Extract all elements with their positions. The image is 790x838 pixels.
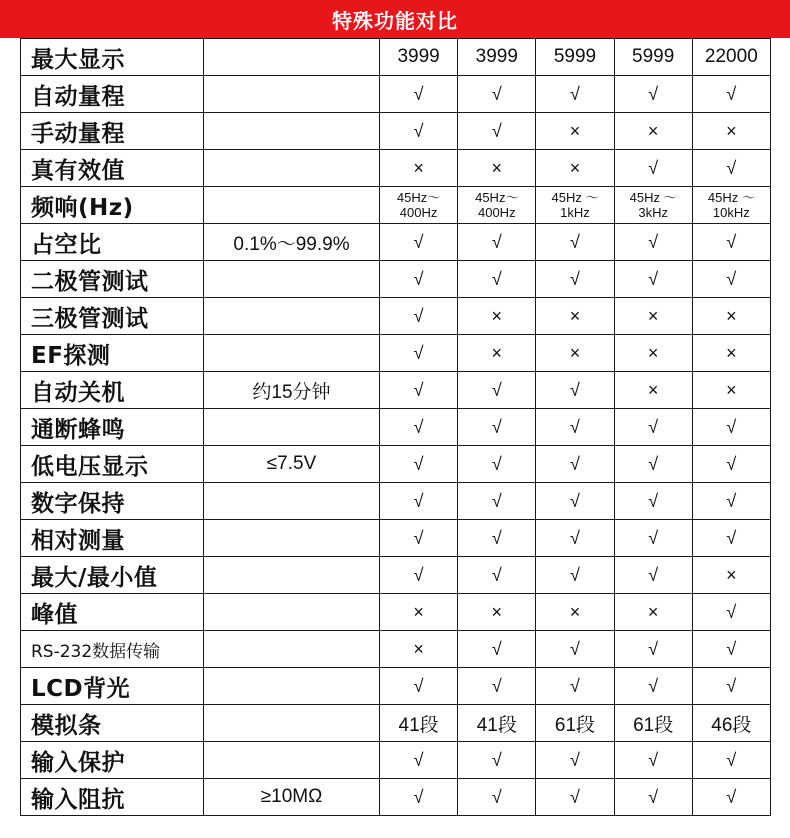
cross-mark-cell: × [692, 113, 770, 150]
check-mark-cell: √ [692, 224, 770, 261]
model-value-cell [536, 187, 614, 224]
check-mark-cell: √ [614, 631, 692, 668]
table-row [21, 483, 771, 520]
cross-mark-cell: × [458, 150, 536, 187]
value-line: 400Hz [477, 205, 516, 220]
feature-param-cell [204, 742, 380, 779]
cross-mark-cell: × [536, 298, 614, 335]
check-mark-cell: √ [536, 261, 614, 298]
page-title: 特殊功能对比 [0, 0, 790, 38]
feature-param-cell [204, 705, 380, 742]
model-value-cell: 22000 [692, 39, 770, 76]
feature-name-cell: 模拟条 [21, 705, 204, 742]
check-mark-cell: √ [692, 520, 770, 557]
cross-mark-cell: × [614, 113, 692, 150]
feature-name-cell: 二极管测试 [21, 261, 204, 298]
check-mark-cell: √ [692, 668, 770, 705]
check-mark-cell: √ [614, 483, 692, 520]
feature-name-cell: 数字保持 [21, 483, 204, 520]
check-mark-cell: √ [614, 668, 692, 705]
check-mark-cell: √ [614, 224, 692, 261]
cross-mark-cell: × [692, 557, 770, 594]
model-value-cell: 41段 [380, 705, 458, 742]
table-row [21, 631, 771, 668]
table-row [21, 113, 771, 150]
check-mark-cell: √ [614, 76, 692, 113]
check-mark-cell: √ [614, 557, 692, 594]
check-mark-cell: √ [536, 483, 614, 520]
table-row [21, 409, 771, 446]
feature-name-cell: 通断蜂鸣 [21, 409, 204, 446]
model-value-cell [692, 187, 770, 224]
feature-name-cell: 占空比 [21, 224, 204, 261]
check-mark-cell: √ [536, 76, 614, 113]
feature-param-cell [204, 39, 380, 76]
table-row [21, 261, 771, 298]
check-mark-cell: √ [536, 409, 614, 446]
cross-mark-cell: × [614, 335, 692, 372]
cross-mark-cell: × [380, 631, 458, 668]
feature-param-cell: ≥10MΩ [204, 779, 380, 816]
cross-mark-cell: × [536, 113, 614, 150]
table-row [21, 187, 771, 224]
model-value-cell: 5999 [614, 39, 692, 76]
feature-name-cell: 低电压显示 [21, 446, 204, 483]
check-mark-cell: √ [380, 779, 458, 816]
table-row [21, 298, 771, 335]
cross-mark-cell: × [536, 594, 614, 631]
value-line: 400Hz [399, 205, 438, 220]
check-mark-cell: √ [458, 224, 536, 261]
feature-name-cell: 最大/最小值 [21, 557, 204, 594]
check-mark-cell: √ [380, 335, 458, 372]
table-row [21, 372, 771, 409]
feature-param-cell [204, 594, 380, 631]
check-mark-cell: √ [380, 224, 458, 261]
value-line: 10kHz [712, 205, 750, 220]
model-value-cell: 61段 [614, 705, 692, 742]
cross-mark-cell: × [536, 335, 614, 372]
table-body [21, 39, 771, 816]
feature-param-cell [204, 483, 380, 520]
feature-name-cell: 三极管测试 [21, 298, 204, 335]
table-row [21, 668, 771, 705]
table-row [21, 76, 771, 113]
value-line: 1kHz [560, 205, 590, 220]
check-mark-cell: √ [458, 409, 536, 446]
value-line: 45Hz～ [396, 190, 441, 205]
model-value-cell: 46段 [692, 705, 770, 742]
check-mark-cell: √ [458, 520, 536, 557]
check-mark-cell: √ [458, 446, 536, 483]
check-mark-cell: √ [692, 631, 770, 668]
check-mark-cell: √ [536, 742, 614, 779]
table-row [21, 742, 771, 779]
check-mark-cell: √ [458, 261, 536, 298]
check-mark-cell: √ [458, 668, 536, 705]
table-row [21, 446, 771, 483]
check-mark-cell: √ [692, 779, 770, 816]
check-mark-cell: √ [458, 742, 536, 779]
value-line: 45Hz～ [475, 190, 519, 205]
check-mark-cell: √ [458, 76, 536, 113]
check-mark-cell: √ [692, 76, 770, 113]
feature-name-cell: 频响(Hz) [21, 187, 204, 224]
check-mark-cell: √ [458, 779, 536, 816]
value-line: 45Hz ～ [551, 190, 599, 205]
cross-mark-cell: × [380, 150, 458, 187]
check-mark-cell: √ [380, 483, 458, 520]
feature-name-cell: 输入保护 [21, 742, 204, 779]
feature-name-cell: 真有效值 [21, 150, 204, 187]
table-row [21, 594, 771, 631]
check-mark-cell: √ [536, 631, 614, 668]
cross-mark-cell: × [692, 298, 770, 335]
feature-comparison-table [20, 38, 771, 816]
model-value-cell: 3999 [380, 39, 458, 76]
feature-param-cell [204, 150, 380, 187]
check-mark-cell: √ [614, 150, 692, 187]
check-mark-cell: √ [692, 446, 770, 483]
feature-param-cell: 0.1%～99.9% [204, 224, 380, 261]
check-mark-cell: √ [692, 150, 770, 187]
feature-name-cell: 相对测量 [21, 520, 204, 557]
feature-name-cell: EF探测 [21, 335, 204, 372]
check-mark-cell: √ [536, 224, 614, 261]
check-mark-cell: √ [536, 372, 614, 409]
feature-param-cell [204, 409, 380, 446]
check-mark-cell: √ [536, 779, 614, 816]
feature-name-cell: 峰值 [21, 594, 204, 631]
feature-name-cell: 自动关机 [21, 372, 204, 409]
check-mark-cell: √ [380, 742, 458, 779]
table-row [21, 557, 771, 594]
check-mark-cell: √ [458, 631, 536, 668]
check-mark-cell: √ [536, 668, 614, 705]
model-value-cell: 3999 [458, 39, 536, 76]
check-mark-cell: √ [458, 113, 536, 150]
check-mark-cell: √ [614, 409, 692, 446]
cross-mark-cell: × [536, 150, 614, 187]
check-mark-cell: √ [614, 742, 692, 779]
check-mark-cell: √ [380, 372, 458, 409]
feature-name-cell: 输入阻抗 [21, 779, 204, 816]
check-mark-cell: √ [458, 372, 536, 409]
model-value-cell [458, 187, 536, 224]
value-line: 3kHz [638, 205, 668, 220]
cross-mark-cell: × [380, 594, 458, 631]
feature-param-cell [204, 76, 380, 113]
feature-name-cell: 自动量程 [21, 76, 204, 113]
feature-param-cell [204, 631, 380, 668]
value-line: 45Hz ～ [707, 190, 755, 205]
cross-mark-cell: × [692, 335, 770, 372]
table-row [21, 335, 771, 372]
model-value-cell: 61段 [536, 705, 614, 742]
model-value-cell [614, 187, 692, 224]
cross-mark-cell: × [614, 372, 692, 409]
feature-param-cell [204, 261, 380, 298]
table-row [21, 779, 771, 816]
table-row [21, 520, 771, 557]
feature-param-cell [204, 668, 380, 705]
feature-param-cell [204, 298, 380, 335]
check-mark-cell: √ [692, 409, 770, 446]
check-mark-cell: √ [536, 446, 614, 483]
feature-name-cell: LCD背光 [21, 668, 204, 705]
check-mark-cell: √ [614, 779, 692, 816]
table-row [21, 705, 771, 742]
check-mark-cell: √ [614, 446, 692, 483]
check-mark-cell: √ [380, 409, 458, 446]
cross-mark-cell: × [458, 594, 536, 631]
model-value-cell: 41段 [458, 705, 536, 742]
check-mark-cell: √ [692, 483, 770, 520]
check-mark-cell: √ [380, 557, 458, 594]
cross-mark-cell: × [614, 594, 692, 631]
check-mark-cell: √ [614, 261, 692, 298]
check-mark-cell: √ [536, 520, 614, 557]
check-mark-cell: √ [380, 520, 458, 557]
feature-name-cell: RS-232数据传输 [21, 631, 204, 668]
cross-mark-cell: × [614, 298, 692, 335]
check-mark-cell: √ [380, 113, 458, 150]
cross-mark-cell: × [458, 298, 536, 335]
check-mark-cell: √ [380, 668, 458, 705]
feature-param-cell [204, 187, 380, 224]
table-row [21, 224, 771, 261]
feature-param-cell [204, 520, 380, 557]
feature-param-cell [204, 335, 380, 372]
model-value-cell [380, 187, 458, 224]
check-mark-cell: √ [380, 261, 458, 298]
check-mark-cell: √ [536, 557, 614, 594]
check-mark-cell: √ [458, 483, 536, 520]
model-value-cell: 5999 [536, 39, 614, 76]
check-mark-cell: √ [380, 76, 458, 113]
cross-mark-cell: × [692, 372, 770, 409]
feature-param-cell [204, 113, 380, 150]
cross-mark-cell: × [458, 335, 536, 372]
value-line: 45Hz ～ [629, 190, 677, 205]
check-mark-cell: √ [692, 742, 770, 779]
feature-param-cell [204, 557, 380, 594]
feature-param-cell: 约15分钟 [204, 372, 380, 409]
feature-param-cell: ≤7.5V [204, 446, 380, 483]
table-row [21, 39, 771, 76]
check-mark-cell: √ [692, 261, 770, 298]
check-mark-cell: √ [614, 520, 692, 557]
feature-name-cell: 手动量程 [21, 113, 204, 150]
feature-name-cell: 最大显示 [21, 39, 204, 76]
check-mark-cell: √ [380, 298, 458, 335]
table-row [21, 150, 771, 187]
check-mark-cell: √ [458, 557, 536, 594]
check-mark-cell: √ [380, 446, 458, 483]
check-mark-cell: √ [692, 594, 770, 631]
